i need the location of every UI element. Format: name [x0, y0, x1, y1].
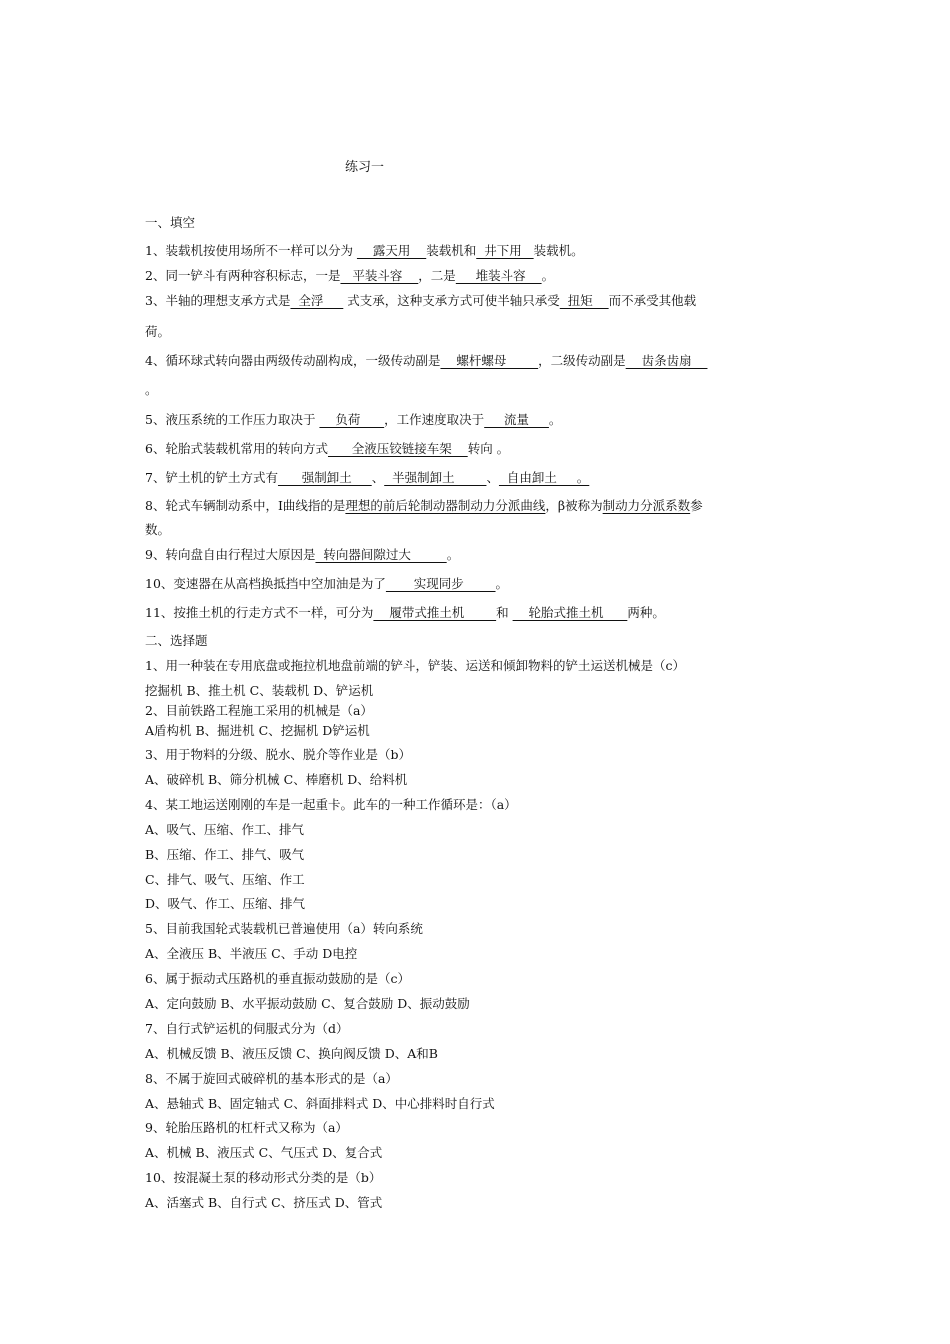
- q6-answer-1: 全液压铰链接车架: [327, 441, 468, 456]
- question-8: [145, 498, 703, 514]
- q7-text: 7、铲土机的铲土方式有: [145, 470, 278, 485]
- q8-text: 8、轮式车辆制动系中，I曲线指的是: [145, 498, 346, 513]
- q1-text-3: 装载机。: [533, 243, 584, 258]
- q4-text-2: ，二级传动副是: [538, 353, 626, 368]
- choice-line: 挖掘机 B、推土机 C、装载机 D、铲运机: [145, 683, 374, 698]
- q5-text: 5、液压系统的工作压力取决于: [145, 412, 320, 427]
- question-4: [145, 353, 707, 369]
- question-6: [145, 441, 509, 457]
- q10-answer-1: 实现同步: [385, 576, 496, 591]
- q2-answer-2: 堆装斗容: [455, 268, 542, 283]
- q7-text-3: 、: [486, 470, 499, 485]
- q7-answer-1: 强制卸土: [277, 470, 372, 485]
- q9-text-2: 。: [446, 547, 460, 562]
- choice-line: A、机械 B、液压式 C、气压式 D、复合式: [145, 1145, 383, 1160]
- q9-answer-1: 转向器间隙过大: [315, 547, 447, 562]
- question-1: [145, 243, 584, 259]
- q2-text-3: 。: [541, 268, 555, 283]
- choice-line: 5、目前我国轮式装载机已普遍使用（a）转向系统: [145, 921, 423, 936]
- q11-text-2: 和: [496, 605, 513, 620]
- q5-text-2: ，工作速度取决于: [384, 412, 485, 427]
- q5-text-3: 。: [548, 412, 562, 427]
- choice-line: 10、按混凝土泵的移动形式分类的是（b）: [145, 1170, 382, 1185]
- q7-answer-3: 自由卸土 。: [498, 470, 590, 485]
- q7-answer-2: 半强制卸土: [384, 470, 487, 485]
- q10-text-2: 。: [495, 576, 509, 591]
- choice-line: A、定向鼓励 B、水平振动鼓励 C、复合鼓励 D、振动鼓励: [145, 996, 470, 1011]
- q3-text: 3、半轴的理想支承方式是: [145, 293, 291, 308]
- q1-text: 1、装载机按使用场所不一样可以分为: [145, 243, 357, 258]
- question-11: [145, 605, 665, 621]
- choice-line: A、全液压 B、半液压 C、手动 D电控: [145, 946, 358, 961]
- choice-line: 3、用于物料的分级、脱水、脱介等作业是（b）: [145, 747, 411, 762]
- q4-text: 4、循环球式转向器由两级传动副构成，一级传动副是: [145, 353, 441, 368]
- choice-line: A、悬轴式 B、固定轴式 C、斜面排料式 D、中心排料时自行式: [145, 1096, 495, 1111]
- question-7: [145, 470, 589, 486]
- choice-line: 4、某工地运送刚刚的车是一起重卡。此车的一种工作循环是：（a）: [145, 797, 517, 812]
- q11-answer-2: 轮胎式推土机: [512, 605, 628, 620]
- page-title: 练习一: [345, 160, 385, 175]
- question-8-cont: 数。: [145, 522, 171, 537]
- choice-line: 8、不属于旋回式破碎机的基本形式的是（a）: [145, 1071, 398, 1086]
- choice-line: A、破碎机 B、筛分机械 C、棒磨机 D、给料机: [145, 772, 408, 787]
- question-10: [145, 576, 508, 592]
- question-3-cont: 荷。: [145, 324, 171, 339]
- choice-line: 2、目前铁路工程施工采用的机械是（a）: [145, 703, 373, 718]
- choice-line: 9、轮胎压路机的杠杆式又称为（a）: [145, 1120, 348, 1135]
- q7-text-2: 、: [371, 470, 385, 485]
- q11-text: 11、按推土机的行走方式不一样，可分为: [145, 605, 374, 620]
- q4-answer-2: 齿条齿扇: [625, 353, 708, 368]
- q10-text: 10、变速器在从高档换抵挡中空加油是为了: [145, 576, 386, 591]
- q1-answer-2: 井下用: [476, 243, 534, 258]
- q8-answer-2: 制动力分派系数: [602, 498, 691, 513]
- question-5: [145, 412, 561, 428]
- q3-answer-1: 全浮: [290, 293, 344, 308]
- q3-text-3: 而不承受其他载: [608, 293, 697, 308]
- section-heading-choice: 二、选择题: [145, 633, 208, 648]
- choice-line: C、排气、吸气、压缩、作工: [145, 872, 305, 887]
- q3-answer-2: 扭矩: [559, 293, 609, 308]
- q5-answer-1: 负荷: [319, 412, 385, 427]
- choice-line: B、压缩、作工、排气、吸气: [145, 847, 305, 862]
- choice-line: 7、自行式铲运机的伺服式分为（d）: [145, 1021, 349, 1036]
- q5-answer-2: 流量: [484, 412, 549, 427]
- choice-line: A盾构机 B、掘进机 C、挖掘机 D铲运机: [145, 723, 370, 738]
- q2-text-2: ，二是: [418, 268, 456, 283]
- q9-text: 9、转向盘自由行程过大原因是: [145, 547, 316, 562]
- choice-line: A、活塞式 B、自行式 C、挤压式 D、管式: [145, 1195, 383, 1210]
- choice-line: A、吸气、压缩、作工、排气: [145, 822, 305, 837]
- choice-line: A、机械反馈 B、液压反馈 C、换向阀反馈 D、A和B: [145, 1046, 438, 1061]
- q8-text-2: ，β被称为: [545, 498, 603, 513]
- section-heading-fill-blank: 一、填空: [145, 215, 196, 230]
- q1-text-2: 装载机和: [426, 243, 477, 258]
- choice-line: D、吸气、作工、压缩、排气: [145, 896, 306, 911]
- question-3: [145, 293, 696, 309]
- q1-answer-1: 露天用: [356, 243, 427, 258]
- q2-answer-1: 平装斗容: [340, 268, 419, 283]
- q6-text: 6、轮胎式装载机常用的转向方式: [145, 441, 328, 456]
- question-9: [145, 547, 459, 563]
- choice-line: 6、属于振动式压路机的垂直振动鼓励的是（c）: [145, 971, 410, 986]
- q2-text: 2、同一铲斗有两种容积标志，一是: [145, 268, 341, 283]
- question-2: [145, 268, 554, 284]
- q8-answer-1: 理想的前后轮制动器制动力分派曲线: [345, 498, 546, 513]
- q8-text-3: 参: [690, 498, 703, 513]
- q4-answer-1: 螺杆螺母: [440, 353, 539, 368]
- q11-text-3: 两种。: [627, 605, 665, 620]
- q6-text-2: 转向 。: [467, 441, 510, 456]
- question-4-cont: 。: [145, 382, 158, 397]
- q11-answer-1: 履带式推土机: [373, 605, 497, 620]
- choice-line: 1、用一种装在专用底盘或拖拉机地盘前端的铲斗，铲装、运送和倾卸物料的铲土运送机械是（c）: [145, 658, 685, 673]
- q3-text-2: 式支承，这种支承方式可使半轴只承受: [343, 293, 560, 308]
